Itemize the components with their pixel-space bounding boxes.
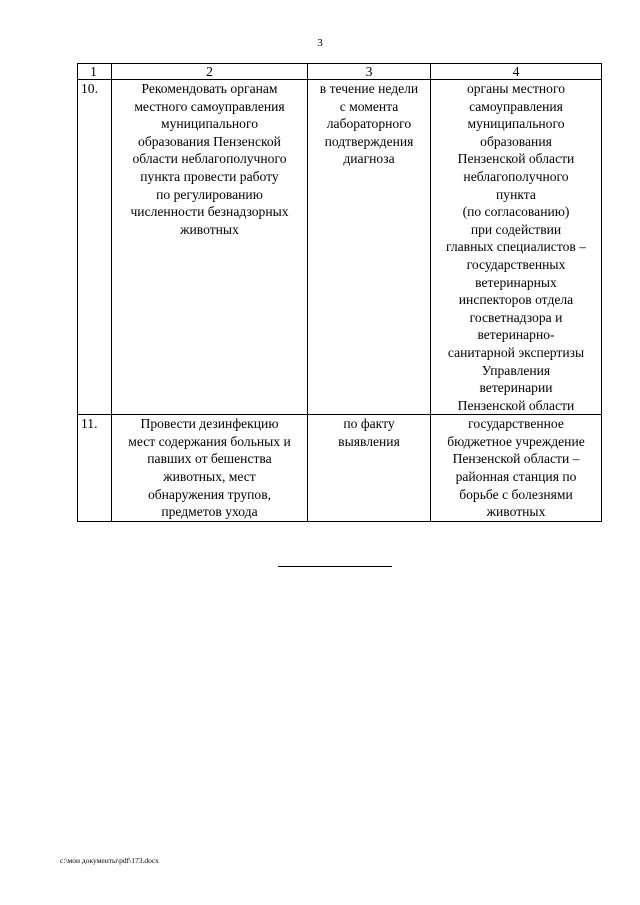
header-col-3: 3	[308, 64, 431, 80]
measures-table	[77, 63, 602, 522]
header-col-2: 2	[112, 64, 308, 80]
row-responsible: органы местного самоуправления муниципального образования Пензенской области неблагополучного пункта (по согласованию) при содействии главных специалистов – государственных ветеринарных инспекторов отдела госветнадзора и ветеринарно- санитарной экспертизы Управления ветеринарии Пензенской области	[431, 80, 602, 415]
table-header-row	[78, 64, 602, 80]
row-term: в течение недели с момента лабораторного подтверждения диагноза	[308, 80, 431, 415]
end-of-document-line	[278, 566, 392, 567]
footer-file-path: c:\мои документы\pdf\173.docx	[60, 856, 159, 865]
table-row	[78, 80, 602, 415]
row-term: по факту выявления	[308, 415, 431, 522]
row-action: Провести дезинфекцию мест содержания больных и павших от бешенства животных, мест обнаружения трупов, предметов ухода	[112, 415, 308, 522]
header-col-1: 1	[78, 64, 112, 80]
row-action: Рекомендовать органам местного самоуправления муниципального образования Пензенской области неблагополучного пункта провести работу по регулированию численности безнадзорных животных	[112, 80, 308, 415]
row-responsible: государственное бюджетное учреждение Пензенской области – районная станция по борьбе с болезнями животных	[431, 415, 602, 522]
table-row	[78, 415, 602, 522]
header-col-4: 4	[431, 64, 602, 80]
row-number: 11.	[78, 415, 112, 522]
page-number: 3	[317, 37, 323, 49]
row-number: 10.	[78, 80, 112, 415]
